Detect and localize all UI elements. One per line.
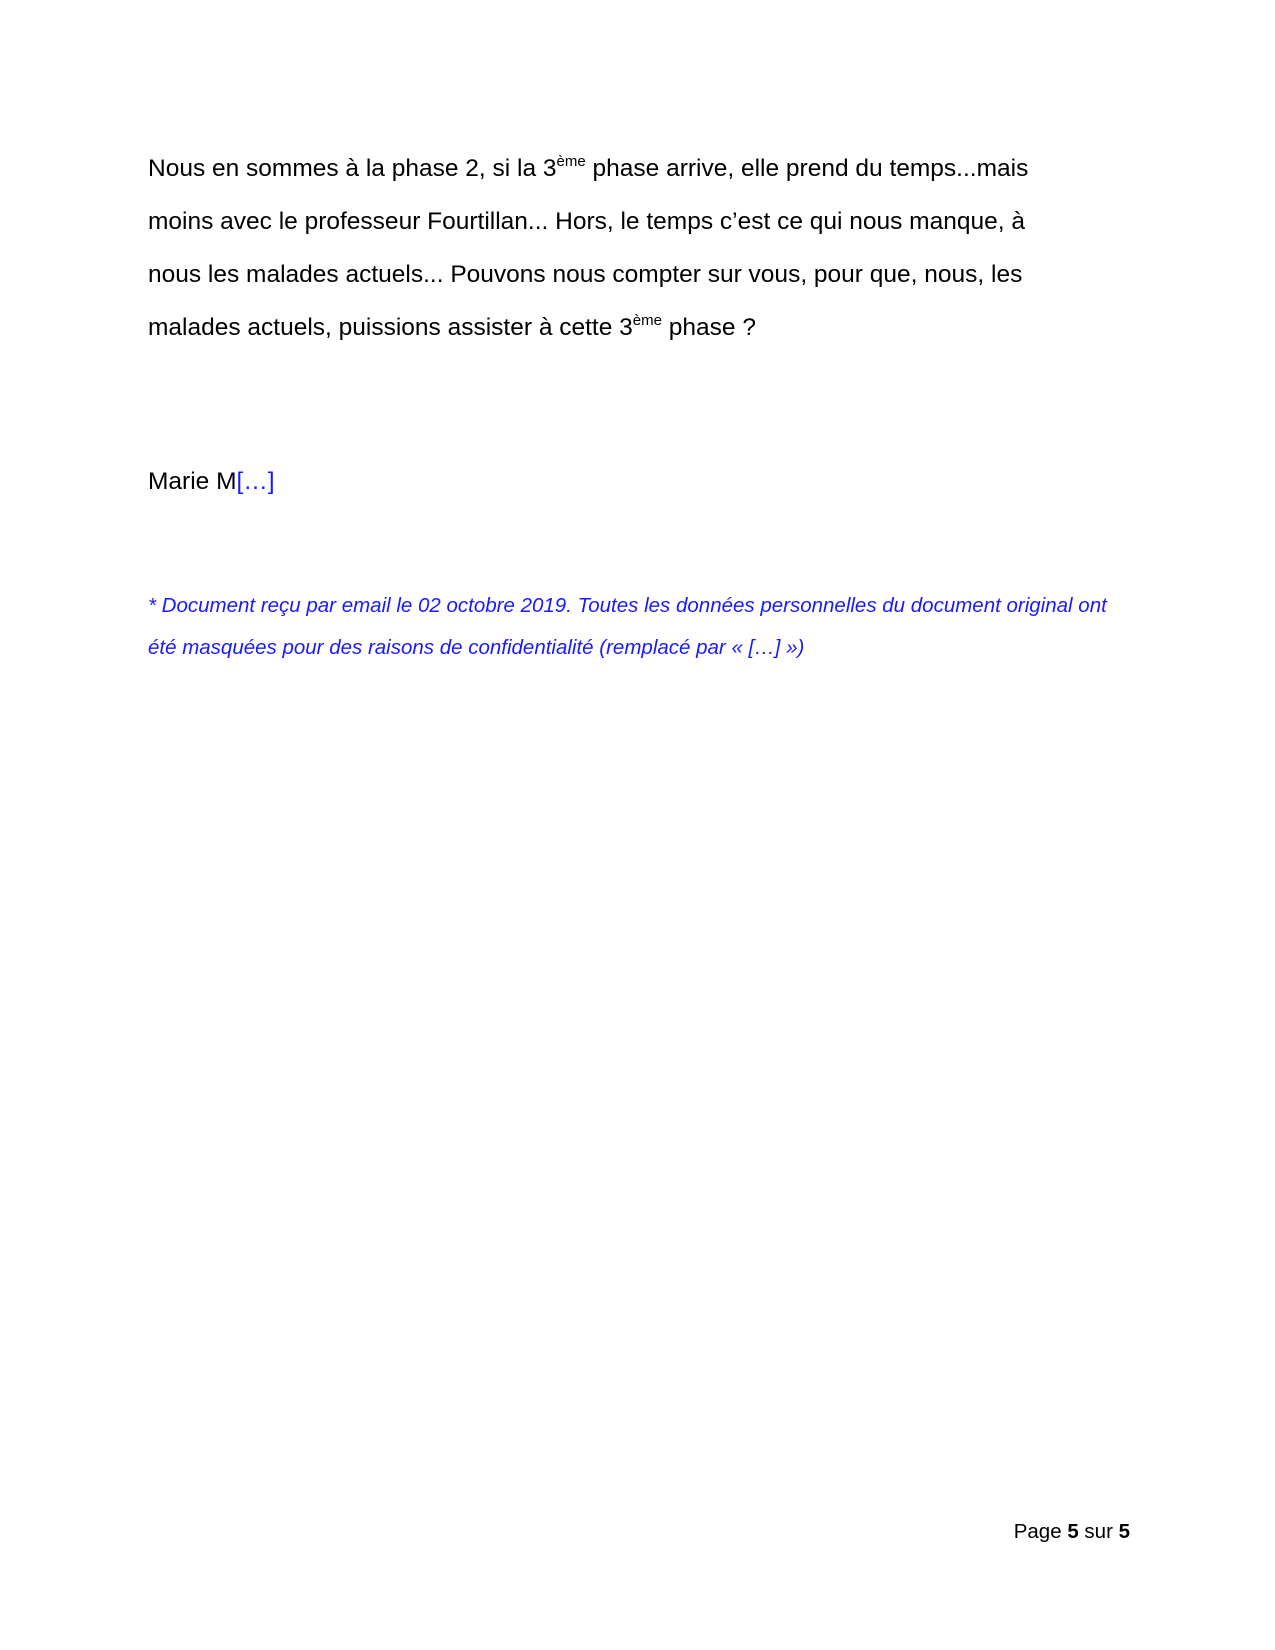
signature	[148, 455, 275, 508]
total-pages-number: 5	[1118, 1520, 1130, 1543]
superscript-eme: ème	[632, 312, 662, 329]
redacted-marker: […]	[236, 468, 275, 495]
confidentiality-note	[148, 585, 1148, 669]
body-line-2: moins avec le professeur Fourtillan... Hors, le temps c’est ce qui nous manque, à	[148, 208, 1025, 235]
superscript-eme: ème	[556, 153, 586, 170]
page-number-footer: Page 5 sur 5	[1013, 1520, 1130, 1543]
note-line-1: * Document reçu par email le 02 octobre 2019. Toutes les données personnelles du document original ont	[148, 594, 1107, 617]
signature-name: Marie M	[148, 468, 237, 495]
body-line-3: nous les malades actuels... Pouvons nous compter sur vous, pour que, nous, les	[148, 261, 1023, 288]
current-page-number: 5	[1067, 1520, 1079, 1543]
body-line-1: Nous en sommes à la phase 2, si la 3ème phase arrive, elle prend du temps...mais	[148, 153, 1029, 182]
body-line-4: malades actuels, puissions assister à cette 3ème phase ?	[148, 312, 756, 341]
body-paragraph	[148, 142, 1138, 354]
note-line-2: été masquées pour des raisons de confidentialité (remplacé par « […] »)	[148, 636, 805, 659]
